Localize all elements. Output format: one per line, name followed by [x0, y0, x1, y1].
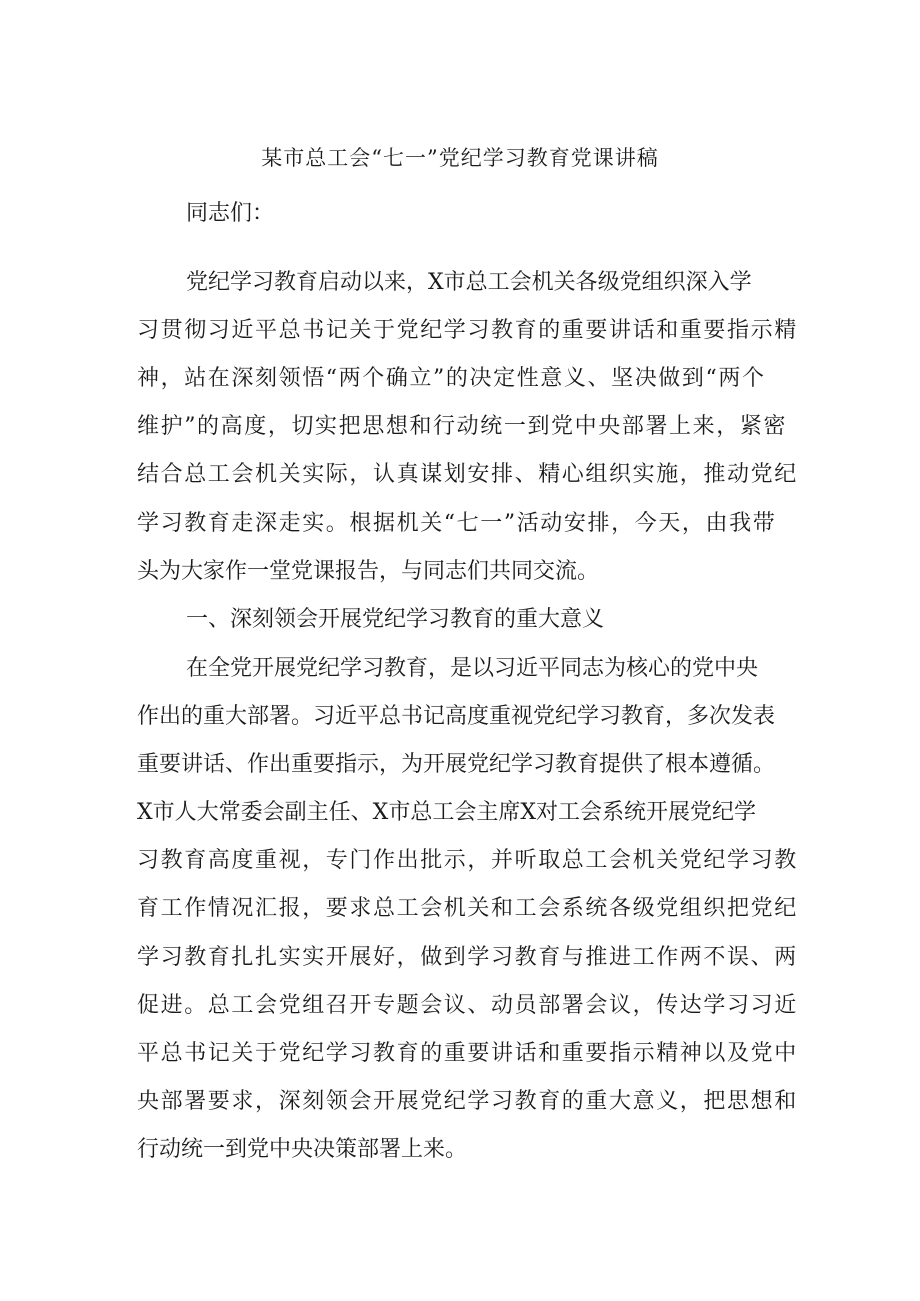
salutation: 同志们：	[186, 201, 275, 226]
paragraph-line: 平总书记关于党纪学习教育的重要讲话和重要指示精神以及党中	[137, 1041, 798, 1066]
paragraph-line: 重要讲话、作出重要指示，为开展党纪学习教育提供了根本遵循。	[137, 752, 776, 777]
paragraph-line: 习教育高度重视，专门作出批示，并听取总工会机关党纪学习教	[137, 848, 798, 873]
paragraph-line: 育工作情况汇报，要求总工会机关和工会系统各级党组织把党纪	[137, 896, 798, 921]
paragraph-line: 学习教育扎扎实实开展好，做到学习教育与推进工作两不误、两	[137, 945, 798, 970]
paragraph-line: 央部署要求，深刻领会开展党纪学习教育的重大意义，把思想和	[137, 1089, 798, 1114]
paragraph-line: 行动统一到党中央决策部署上来。	[137, 1137, 468, 1162]
paragraph-line: 维护”的高度，切实把思想和行动统一到党中央部署上来，紧密	[137, 414, 788, 439]
section-heading: 一、深刻领会开展党纪学习教育的重大意义	[186, 607, 605, 632]
paragraph-line: 促进。总工会党组召开专题会议、动员部署会议，传达学习习近	[137, 993, 798, 1018]
paragraph-line: X市人大常委会副主任、X市总工会主席X对工会系统开展党纪学	[137, 800, 756, 825]
paragraph-line: 头为大家作一堂党课报告，与同志们共同交流。	[137, 559, 600, 584]
paragraph-line: 在全党开展党纪学习教育，是以习近平同志为核心的党中央	[186, 656, 759, 681]
paragraph-line: 习贯彻习近平总书记关于党纪学习教育的重要讲话和重要指示精	[137, 318, 798, 343]
document-title: 某市总工会“七一”党纪学习教育党课讲稿	[261, 146, 659, 170]
paragraph-line: 党纪学习教育启动以来，X市总工会机关各级党组织深入学	[186, 270, 752, 295]
paragraph-line: 神，站在深刻领悟“两个确立”的决定性意义、坚决做到“两个	[137, 366, 766, 391]
paragraph-line: 学习教育走深走实。根据机关“七一”活动安排，今天，由我带	[137, 511, 777, 536]
paragraph-line: 结合总工会机关实际，认真谋划安排、精心组织实施，推动党纪	[137, 462, 798, 487]
paragraph-line: 作出的重大部署。习近平总书记高度重视党纪学习教育，多次发表	[137, 704, 776, 729]
